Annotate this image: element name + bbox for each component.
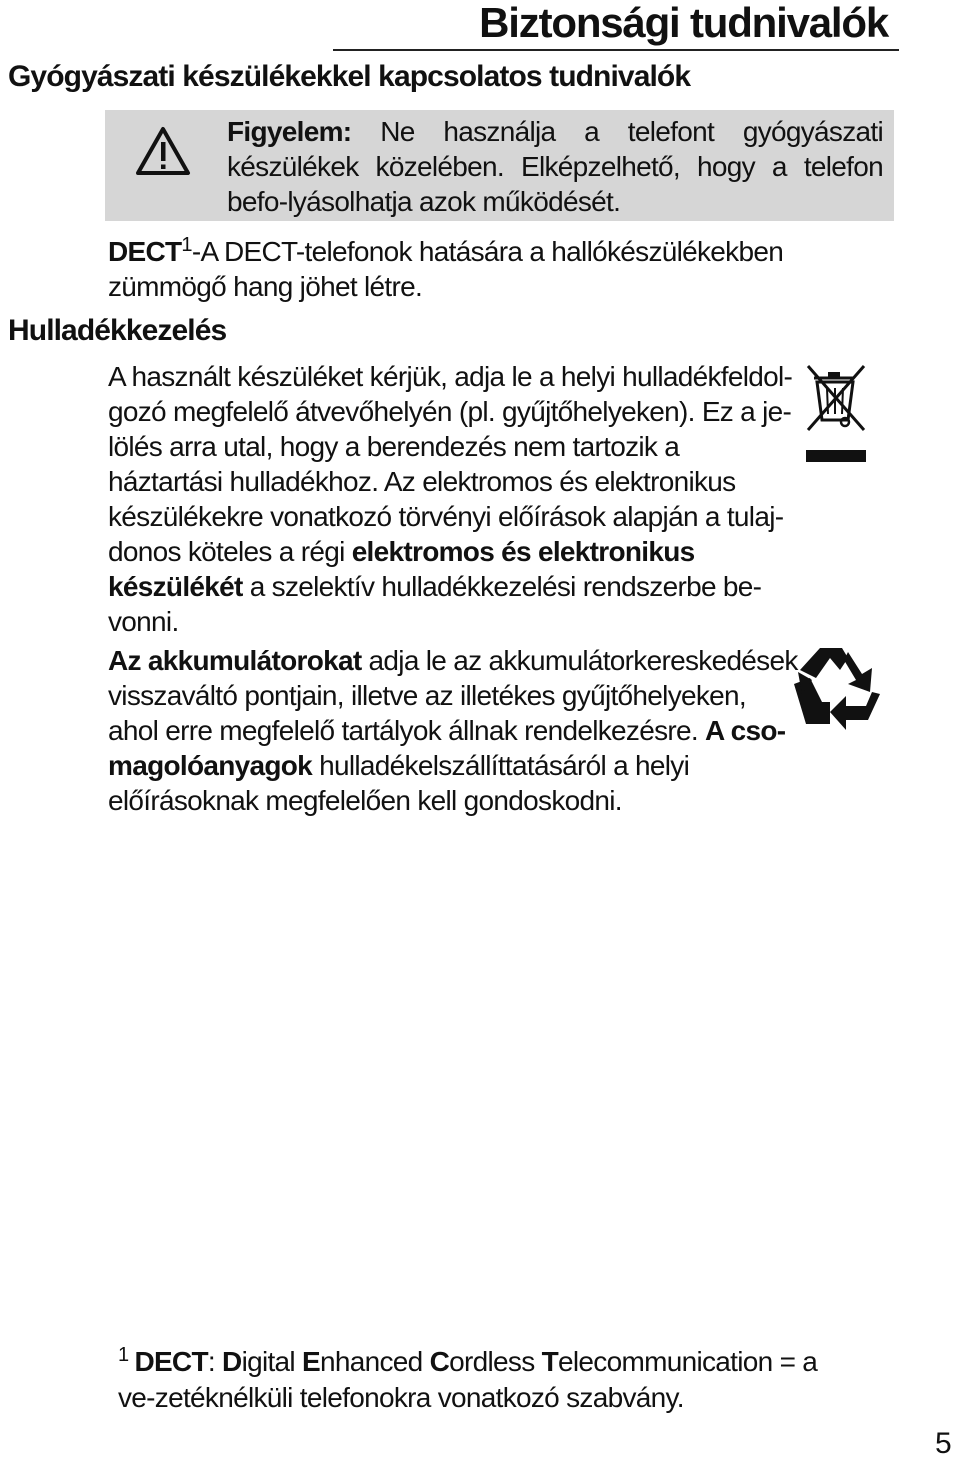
waste-paragraph: [108, 359, 798, 639]
dect-text: -A DECT-telefonok hatására a hallókészülékekben zümmögő hang jöhet létre.: [108, 236, 784, 302]
footnote-definition: = a ve-zetéknélküli telefonokra vonatkozó szabvány.: [118, 1346, 818, 1413]
page-number: 5: [935, 1427, 952, 1460]
footnote-word-digital: igital: [241, 1346, 303, 1377]
footnote-word-telecommunication: elecommunication: [558, 1346, 773, 1377]
footnote-reference: 1: [181, 234, 192, 256]
dect-term: DECT: [108, 236, 182, 267]
dect-paragraph: [108, 234, 808, 304]
page-title: Biztonsági tudnivalók: [479, 0, 888, 46]
footnote: [118, 1344, 858, 1416]
recycling-arrows-icon: [790, 644, 882, 732]
title-rule: [333, 49, 899, 51]
waste-heading: Hulladékkezelés: [8, 314, 227, 347]
footnote-separator: :: [207, 1346, 223, 1377]
crossed-out-wheelie-bin-icon: [798, 358, 874, 464]
footnote-mark: 1: [118, 1344, 129, 1366]
battery-text: adja le az akkumulátorkereskedések visszaváltó pontjain, illetve az illetékes gyűjtőhelyeken, ahol erre megfelelő tartályok állnak rendelkezésre.: [108, 645, 798, 746]
waste-bold-1: elektromos és elektronikus készülékét: [108, 536, 695, 602]
warning-label: Figyelem:: [227, 116, 352, 147]
footnote-word-cordless: ordless: [449, 1346, 542, 1377]
battery-bold: Az akkumulátorokat: [108, 645, 362, 676]
warning-text: [227, 114, 883, 219]
footnote-letter-c: C: [429, 1346, 450, 1377]
waste-text-2: a szelektív hulladékkezelési rendszerbe be-vonni.: [108, 571, 762, 637]
packaging-bold: A cso-magolóanyagok: [108, 715, 786, 781]
footnote-word-enhanced: nhanced: [320, 1346, 430, 1377]
footnote-letter-t: T: [541, 1346, 559, 1377]
warning-body: Ne használja a telefont gyógyászati készülékek közelében. Elképzelhető, hogy a telefon befo-lyásolhatja azok működését.: [227, 116, 883, 217]
medical-heading: Gyógyászati készülékekkel kapcsolatos tudnivalók: [8, 60, 691, 93]
battery-paragraph: [108, 643, 798, 818]
warning-triangle-icon: [135, 126, 191, 176]
footnote-letter-d: D: [222, 1346, 242, 1377]
packaging-text: hulladékelszállíttatásáról a helyi előírásoknak megfelelően kell gondoskodni.: [108, 750, 690, 816]
waste-text-1: A használt készüléket kérjük, adja le a helyi hulladékfeldol-gozó megfelelő átvevőhelyén (pl. gyűjtőhelyeken). Ez a je-lölés arra utal, hogy a berendezés nem tartozik a háztartási hulladékhoz. Az elektromos és elektronikus készülékekre vonatkozó törvényi előírások alapján a tulaj-donos köteles a régi: [108, 361, 793, 567]
footnote-letter-e: E: [302, 1346, 321, 1377]
footnote-term: DECT: [134, 1346, 208, 1377]
warning-box: [105, 110, 894, 221]
